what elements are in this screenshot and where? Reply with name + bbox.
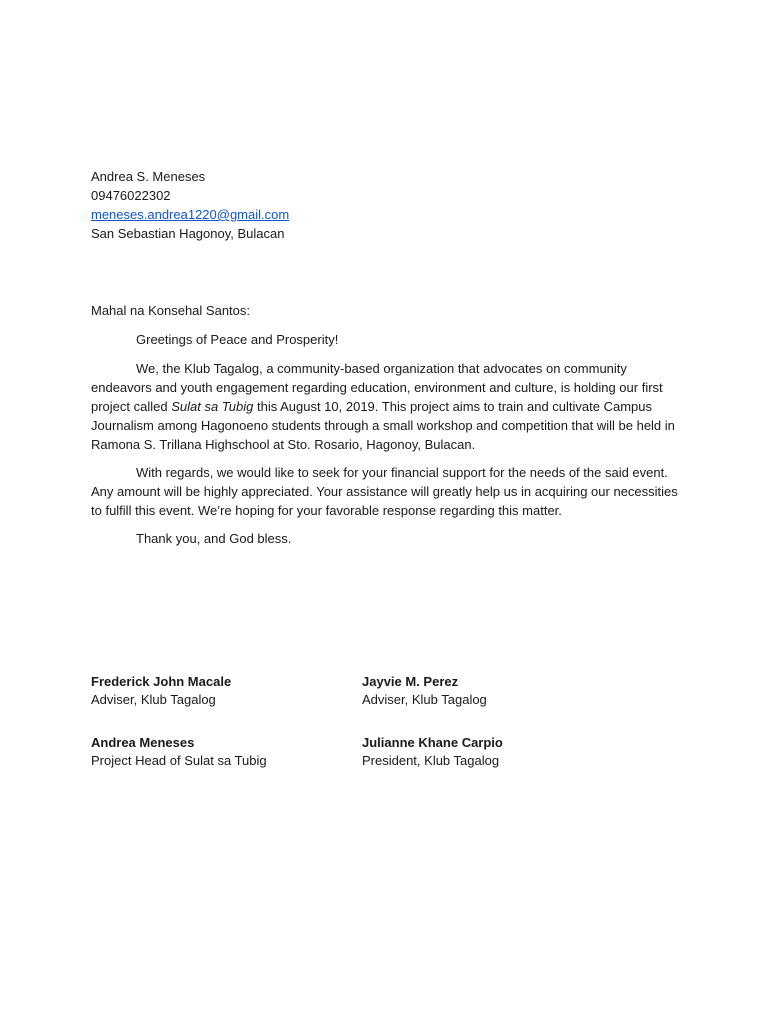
- paragraph-1-text-a: We, the Klub Tagalog, a community-based organization that advocates on community endeavors and youth engagement regarding education, environment and culture, is holding our first project called: [91, 361, 663, 414]
- signatory-name: Julianne Khane Carpio: [362, 735, 503, 750]
- sender-address: San Sebastian Hagonoy, Bulacan: [91, 226, 285, 241]
- signature-block: [362, 673, 487, 709]
- letter-body: [91, 330, 691, 557]
- signature-block: [91, 734, 267, 770]
- paragraph-1-text-b: this August 10, 2019. This project aims to train and cultivate Campus Journalism among Hagonoeno students through a small workshop and competition that will be held in Ramona S. Trillana Highschool at Sto. Rosario, Hagonoy, Bulacan.: [91, 399, 675, 452]
- greeting-paragraph: Greetings of Peace and Prosperity!: [136, 332, 339, 347]
- paragraph-1: [91, 359, 691, 454]
- signature-block: [362, 734, 503, 770]
- signature-block: [91, 673, 231, 709]
- signatory-title: Adviser, Klub Tagalog: [362, 692, 487, 707]
- signatory-name: Andrea Meneses: [91, 735, 195, 750]
- sender-block: [91, 167, 289, 243]
- paragraph-2: With regards, we would like to seek for your financial support for the needs of the said event. Any amount will be highly appreciated. Your assistance will greatly help us in acquiring our necessities to fulfill this event. We’re hoping for your favorable response regarding this matter.: [91, 465, 678, 518]
- sender-name: Andrea S. Meneses: [91, 169, 206, 184]
- project-name: Sulat sa Tubig: [171, 399, 254, 414]
- signatory-title: Adviser, Klub Tagalog: [91, 692, 216, 707]
- salutation: Mahal na Konsehal Santos:: [91, 303, 250, 318]
- signatory-name: Jayvie M. Perez: [362, 674, 459, 689]
- sender-email-link[interactable]: meneses.andrea1220@gmail.com: [91, 207, 290, 222]
- sender-phone: 09476022302: [91, 188, 171, 203]
- signatory-title: President, Klub Tagalog: [362, 753, 500, 768]
- closing-paragraph: Thank you, and God bless.: [136, 531, 292, 546]
- signatory-title: Project Head of Sulat sa Tubig: [91, 753, 267, 768]
- signatory-name: Frederick John Macale: [91, 674, 232, 689]
